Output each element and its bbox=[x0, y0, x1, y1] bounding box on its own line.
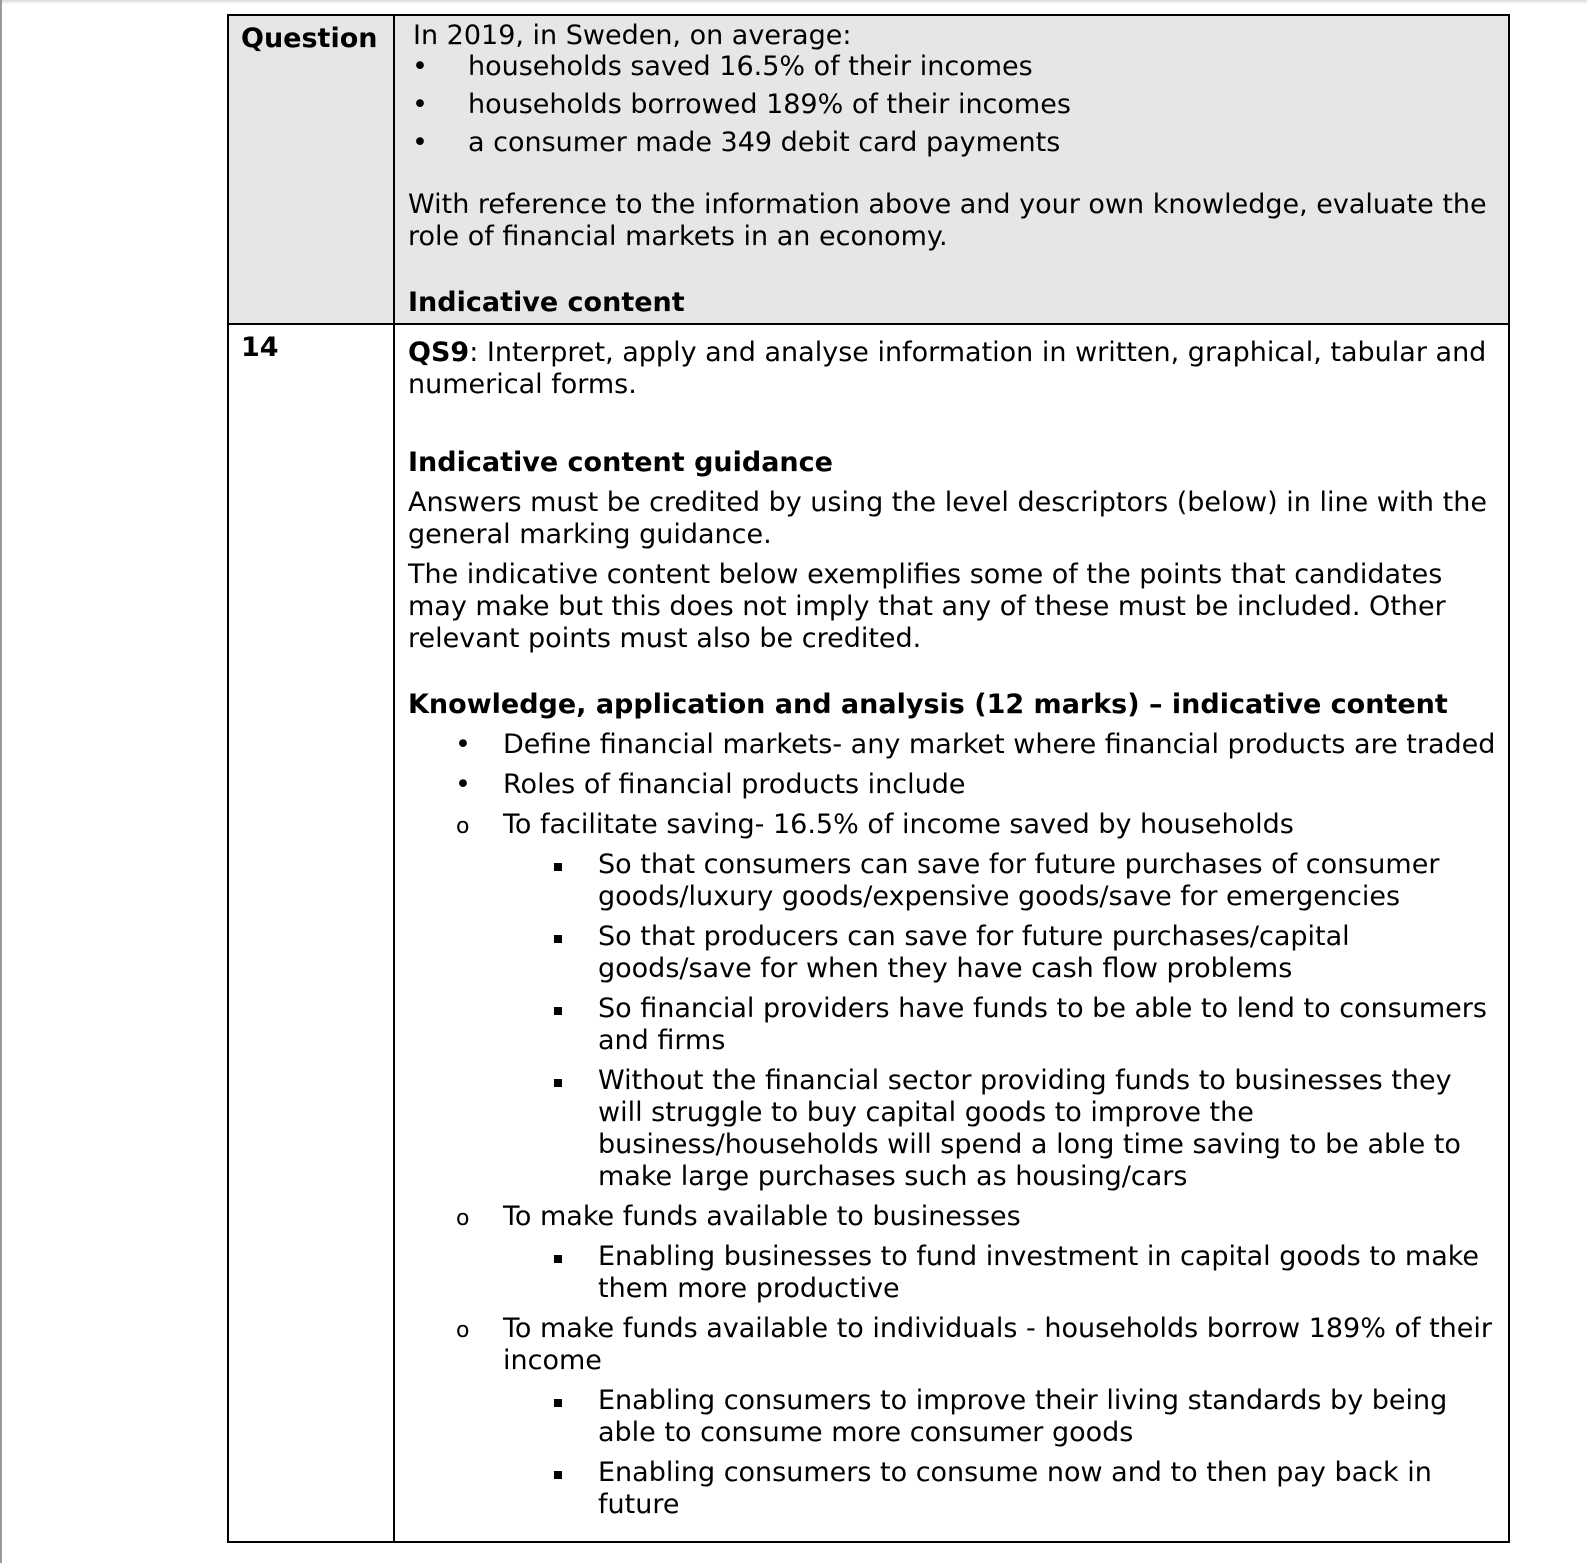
role-point-text: So financial providers have funds to be able to lend to consumers and firms bbox=[598, 993, 1487, 1056]
page-left-edge bbox=[0, 0, 2, 1563]
role-point bbox=[503, 1385, 1496, 1449]
role-point bbox=[503, 849, 1496, 913]
question-text-cell bbox=[394, 15, 1509, 324]
list-item-text: Roles of financial products include bbox=[503, 769, 966, 800]
guidance-paragraph: The indicative content below exemplifies some of the points that candidates may make but this does not imply that any of these must be included. Other relevant points must also be credited. bbox=[408, 559, 1446, 654]
role-item bbox=[408, 1201, 1496, 1305]
role-points bbox=[503, 1241, 1496, 1305]
square-bullet-icon bbox=[554, 1255, 562, 1263]
body-row bbox=[228, 324, 1509, 1542]
role-point bbox=[503, 921, 1496, 985]
role-point bbox=[503, 1065, 1496, 1193]
role-text: To make funds available to businesses bbox=[503, 1201, 1021, 1232]
question-number-cell bbox=[228, 324, 394, 1542]
page-top-shadow bbox=[0, 0, 1587, 4]
role-points bbox=[503, 849, 1496, 1193]
qs-statement bbox=[408, 337, 1496, 401]
role-point-text: Enabling consumers to improve their living standards by being able to consume more consumer goods bbox=[598, 1385, 1448, 1448]
square-bullet-icon bbox=[554, 1007, 562, 1015]
role-point bbox=[503, 1457, 1496, 1521]
given-item: • households saved 16.5% of their incomes bbox=[408, 51, 1496, 89]
circle-bullet-icon: o bbox=[456, 1206, 470, 1231]
indicative-content-heading: Indicative content bbox=[408, 287, 685, 318]
question-task: With reference to the information above and your own knowledge, evaluate the role of financial markets in an economy. bbox=[408, 189, 1487, 252]
role-point-text: Enabling consumers to consume now and to then pay back in future bbox=[598, 1457, 1432, 1520]
kaa-bullet-list bbox=[408, 729, 1496, 1521]
role-points bbox=[503, 1385, 1496, 1521]
indicative-content-cell bbox=[394, 324, 1509, 1542]
role-point-text: Without the financial sector providing funds to businesses they will struggle to buy capital goods to improve the business/households will spend a long time saving to be able to make large purchases such as housing/cars bbox=[598, 1065, 1461, 1192]
given-item: • households borrowed 189% of their incomes bbox=[408, 89, 1496, 127]
qs-code: QS9 bbox=[408, 337, 470, 368]
mark-scheme-table bbox=[227, 14, 1510, 1543]
role-text: To facilitate saving- 16.5% of income saved by households bbox=[503, 809, 1294, 840]
square-bullet-icon bbox=[554, 863, 562, 871]
qs-text: : Interpret, apply and analyse information in written, graphical, tabular and numerical forms. bbox=[408, 337, 1487, 400]
role-text: To make funds available to individuals - households borrow 189% of their income bbox=[503, 1313, 1492, 1376]
kaa-heading: Knowledge, application and analysis (12 marks) – indicative content bbox=[408, 689, 1448, 720]
guidance-paragraph: Answers must be credited by using the level descriptors (below) in line with the general marking guidance. bbox=[408, 487, 1487, 550]
roles-list bbox=[456, 809, 1496, 1521]
question-label-cell bbox=[228, 15, 394, 324]
role-point-text: So that producers can save for future purchases/capital goods/save for when they have cash flow problems bbox=[598, 921, 1350, 984]
given-data-list bbox=[408, 51, 1496, 165]
role-point bbox=[503, 993, 1496, 1057]
role-item bbox=[408, 1313, 1496, 1521]
square-bullet-icon bbox=[554, 935, 562, 943]
circle-bullet-icon: o bbox=[456, 814, 470, 839]
list-item bbox=[408, 729, 1496, 761]
list-item-text: Define financial markets- any market where financial products are traded bbox=[503, 729, 1496, 760]
circle-bullet-icon: o bbox=[456, 1318, 470, 1343]
square-bullet-icon bbox=[554, 1399, 562, 1407]
square-bullet-icon bbox=[554, 1079, 562, 1087]
role-point bbox=[503, 1241, 1496, 1305]
given-item: • a consumer made 349 debit card payments bbox=[408, 127, 1496, 165]
square-bullet-icon bbox=[554, 1471, 562, 1479]
role-item bbox=[408, 809, 1496, 1193]
question-intro: In 2019, in Sweden, on average: bbox=[413, 20, 852, 51]
guidance-heading: Indicative content guidance bbox=[408, 447, 833, 478]
bullet-icon: • bbox=[455, 729, 471, 760]
role-point-text: Enabling businesses to fund investment in capital goods to make them more productive bbox=[598, 1241, 1480, 1304]
question-number: 14 bbox=[241, 332, 279, 363]
bullet-icon: • bbox=[455, 769, 471, 800]
role-point-text: So that consumers can save for future purchases of consumer goods/luxury goods/expensive goods/save for emergencies bbox=[598, 849, 1440, 912]
list-item bbox=[408, 769, 1496, 1521]
question-label: Question bbox=[241, 23, 378, 54]
header-row bbox=[228, 15, 1509, 324]
